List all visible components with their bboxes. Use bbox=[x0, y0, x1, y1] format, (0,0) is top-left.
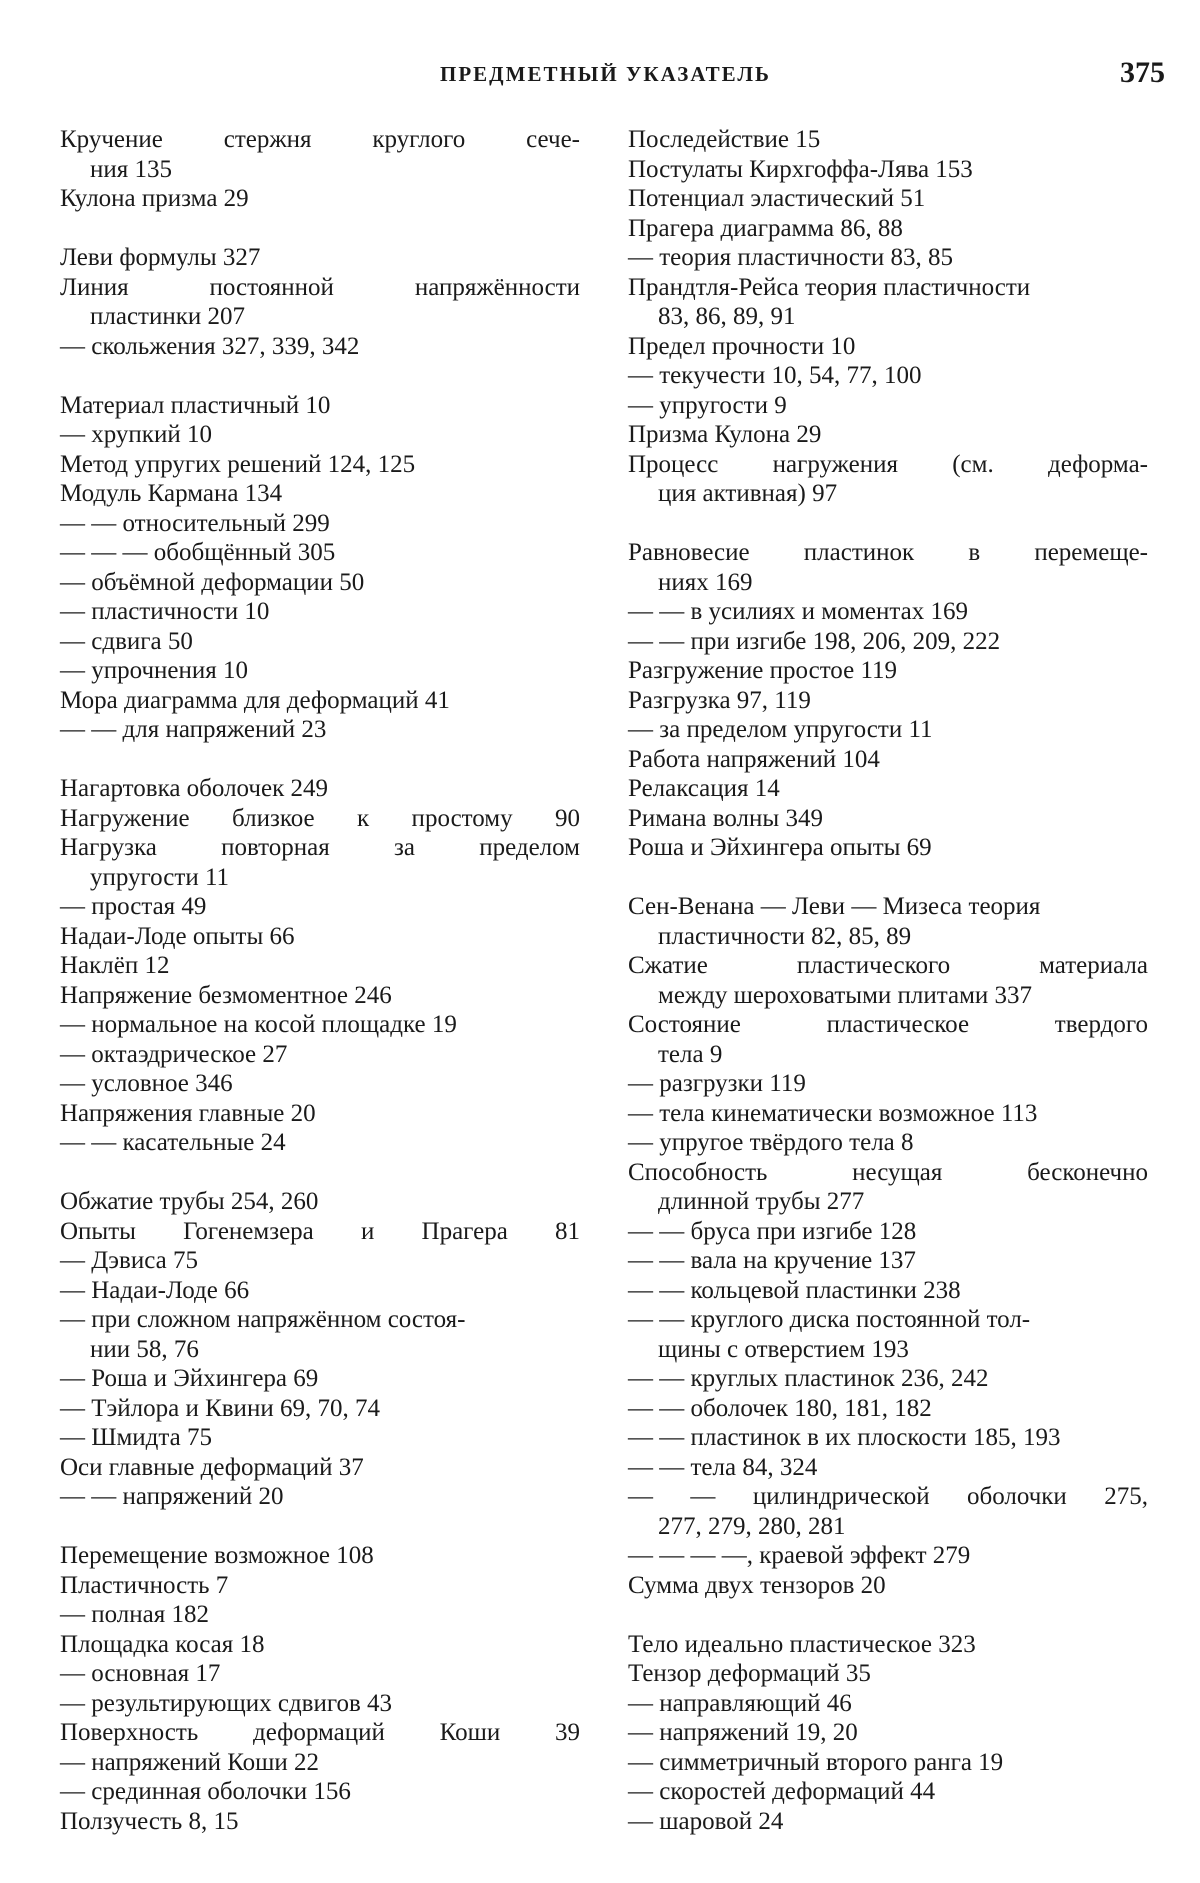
index-section bbox=[60, 774, 580, 1158]
index-section bbox=[60, 125, 580, 214]
index-entry: Пластичность 7 bbox=[60, 1571, 229, 1599]
index-section bbox=[628, 1630, 1148, 1837]
index-entry-continuation: ния 135 bbox=[90, 155, 173, 183]
index-entry: — условное 346 bbox=[60, 1070, 233, 1097]
index-entry: — основная 17 bbox=[60, 1660, 221, 1687]
index-entry: — — пластинок в их плоскости 185, 193 bbox=[628, 1424, 1061, 1451]
index-entry: — — для напряжений 23 bbox=[60, 716, 327, 743]
index-entry: Модуль Кармана 134 bbox=[60, 480, 283, 507]
index-entry: — — бруса при изгибе 128 bbox=[628, 1217, 917, 1245]
index-entry: — — тела 84, 324 bbox=[628, 1453, 818, 1481]
index-entry: — объёмной деформации 50 bbox=[60, 568, 365, 596]
index-entry: — — — обобщённый 305 bbox=[60, 539, 336, 566]
index-section bbox=[60, 243, 580, 361]
index-entry: — Тэйлора и Квини 69, 70, 74 bbox=[60, 1394, 380, 1422]
index-section bbox=[628, 892, 1148, 1600]
index-entry: Ползучесть 8, 15 bbox=[60, 1807, 239, 1835]
index-entry: Опыты Гогенемзера и Прагера 81 bbox=[60, 1217, 580, 1245]
index-entry: Разгружение простое 119 bbox=[628, 657, 898, 684]
page-header bbox=[0, 56, 1200, 96]
index-entry: — результирующих сдвигов 43 bbox=[60, 1689, 393, 1717]
index-entry: Обжатие трубы 254, 260 bbox=[60, 1188, 319, 1215]
index-entry: — — круглого диска постоянной тол- bbox=[628, 1306, 1031, 1333]
index-entry: Нагрузка повторная за пределом bbox=[60, 834, 580, 861]
index-entry: Предел прочности 10 bbox=[628, 332, 856, 360]
index-entry: — — оболочек 180, 181, 182 bbox=[628, 1394, 932, 1422]
index-entry: Площадка косая 18 bbox=[60, 1630, 265, 1658]
index-entry: Римана волны 349 bbox=[628, 804, 823, 832]
index-entry: — упрочнения 10 bbox=[60, 657, 249, 684]
index-entry: — направляющий 46 bbox=[628, 1689, 852, 1717]
index-entry: — за пределом упругости 11 bbox=[628, 716, 933, 743]
index-entry: Потенциал эластический 51 bbox=[628, 185, 926, 212]
index-entry: — сдвига 50 bbox=[60, 627, 193, 655]
index-section bbox=[60, 1187, 580, 1512]
index-entry: Мора диаграмма для деформаций 41 bbox=[60, 686, 450, 714]
index-section bbox=[60, 391, 580, 745]
index-entry: Работа напряжений 104 bbox=[628, 745, 880, 773]
index-entry: — текучести 10, 54, 77, 100 bbox=[628, 362, 922, 389]
page-number: 375 bbox=[1120, 56, 1165, 89]
index-section bbox=[628, 125, 1148, 509]
index-entry: Кулона призма 29 bbox=[60, 185, 249, 212]
index-entry: — разгрузки 119 bbox=[628, 1070, 806, 1097]
index-entry-continuation: упругости 11 bbox=[90, 863, 230, 891]
index-entry: — — касательные 24 bbox=[60, 1129, 286, 1156]
index-entry-continuation: тела 9 bbox=[658, 1040, 723, 1068]
index-entry: — срединная оболочки 156 bbox=[60, 1778, 351, 1805]
index-entry: — простая 49 bbox=[60, 893, 207, 920]
index-entry-continuation: длинной трубы 277 bbox=[658, 1188, 865, 1215]
index-entry: Напряжения главные 20 bbox=[60, 1099, 316, 1127]
index-entry: — Шмидта 75 bbox=[60, 1424, 212, 1451]
index-entry: — шаровой 24 bbox=[628, 1807, 784, 1835]
index-entry: — — кольцевой пластинки 238 bbox=[628, 1276, 961, 1304]
index-entry: — — в усилиях и моментах 169 bbox=[628, 598, 968, 625]
index-entry: Сен-Венана — Леви — Мизеса теория bbox=[628, 893, 1041, 920]
index-entry-continuation: щины с отверстием 193 bbox=[658, 1335, 909, 1363]
index-entry: Метод упругих решений 124, 125 bbox=[60, 450, 416, 478]
index-entry: Нагартовка оболочек 249 bbox=[60, 775, 328, 802]
index-entry: — упругое твёрдого тела 8 bbox=[628, 1129, 914, 1156]
index-entry: — — цилиндрической оболочки 275, bbox=[628, 1483, 1148, 1510]
index-entry-continuation: ниях 169 bbox=[658, 568, 753, 596]
index-entry: — октаэдрическое 27 bbox=[60, 1040, 288, 1068]
index-entry: — — круглых пластинок 236, 242 bbox=[628, 1365, 989, 1392]
index-entry: Призма Кулона 29 bbox=[628, 421, 822, 448]
index-entry: — нормальное на косой площадке 19 bbox=[60, 1011, 457, 1038]
index-entry: — теория пластичности 83, 85 bbox=[628, 244, 953, 271]
index-entry: Оси главные деформаций 37 bbox=[60, 1453, 364, 1481]
index-entry: Равновесие пластинок в перемеще- bbox=[628, 539, 1148, 566]
index-entry: Сумма двух тензоров 20 bbox=[628, 1571, 886, 1599]
index-entry: Материал пластичный 10 bbox=[60, 391, 331, 419]
index-entry: — при сложном напряжённом состоя- bbox=[60, 1306, 466, 1333]
index-entry: Леви формулы 327 bbox=[60, 244, 261, 271]
index-entry: — симметричный второго ранга 19 bbox=[628, 1748, 1004, 1776]
index-entry: Кручение стержня круглого сече- bbox=[60, 126, 580, 153]
index-entry: Процесс нагружения (см. деформа- bbox=[628, 450, 1148, 478]
index-entry: — скольжения 327, 339, 342 bbox=[60, 332, 360, 360]
index-entry: — напряжений 19, 20 bbox=[628, 1719, 858, 1746]
index-entry: Надаи-Лоде опыты 66 bbox=[60, 922, 295, 950]
index-entry: Способность несущая бесконечно bbox=[628, 1158, 1148, 1186]
index-entry: — хрупкий 10 bbox=[60, 421, 212, 448]
index-entry: Постулаты Кирхгоффа-Лява 153 bbox=[628, 155, 973, 183]
index-entry: — напряжений Коши 22 bbox=[60, 1748, 320, 1776]
index-entry: — полная 182 bbox=[60, 1601, 209, 1628]
index-entry: — упругости 9 bbox=[628, 391, 787, 419]
index-entry: Прагера диаграмма 86, 88 bbox=[628, 214, 903, 242]
index-section bbox=[60, 1541, 580, 1836]
index-entry-continuation: 277, 279, 280, 281 bbox=[658, 1512, 846, 1540]
index-entry: — — напряжений 20 bbox=[60, 1483, 284, 1510]
index-entry: — Роша и Эйхингера 69 bbox=[60, 1365, 319, 1392]
index-entry-continuation: пластичности 82, 85, 89 bbox=[658, 922, 912, 950]
index-entry-continuation: пластинки 207 bbox=[90, 303, 246, 330]
index-entry-continuation: между шероховатыми плитами 337 bbox=[658, 981, 1033, 1009]
index-entry: — Надаи-Лоде 66 bbox=[60, 1276, 250, 1304]
index-entry: Наклёп 12 bbox=[60, 952, 170, 979]
index-entry: Нагружение близкое к простому 90 bbox=[60, 804, 580, 832]
index-entry: Тензор деформаций 35 bbox=[628, 1660, 871, 1687]
index-entry: Прандтля-Рейса теория пластичности bbox=[628, 273, 1031, 301]
index-entry: Состояние пластическое твердого bbox=[628, 1011, 1148, 1038]
index-entry: Линия постоянной напряжённости bbox=[60, 273, 580, 301]
index-entry: — — вала на кручение 137 bbox=[628, 1247, 916, 1274]
index-section bbox=[628, 538, 1148, 863]
index-entry: — — относительный 299 bbox=[60, 509, 330, 537]
index-entry: Сжатие пластического материала bbox=[628, 952, 1148, 979]
index-entry-continuation: ция активная) 97 bbox=[658, 480, 838, 507]
index-column-left bbox=[60, 125, 580, 1866]
index-entry-continuation: 83, 86, 89, 91 bbox=[658, 303, 796, 330]
index-entry: Роша и Эйхингера опыты 69 bbox=[628, 834, 932, 861]
index-column-right bbox=[628, 125, 1148, 1866]
index-entry-continuation: нии 58, 76 bbox=[90, 1335, 199, 1363]
index-entry: Напряжение безмоментное 246 bbox=[60, 981, 392, 1009]
index-entry: Тело идеально пластическое 323 bbox=[628, 1630, 976, 1658]
index-entry: Перемещение возможное 108 bbox=[60, 1542, 374, 1569]
index-entry: Релаксация 14 bbox=[628, 775, 780, 802]
index-entry: — — при изгибе 198, 206, 209, 222 bbox=[628, 627, 1001, 655]
index-entry: — тела кинематически возможное 113 bbox=[628, 1099, 1038, 1127]
index-entry: — Дэвиса 75 bbox=[60, 1247, 198, 1274]
index-entry: — — — —, краевой эффект 279 bbox=[628, 1542, 971, 1569]
index-entry: Разгрузка 97, 119 bbox=[628, 686, 811, 714]
index-entry: Последействие 15 bbox=[628, 126, 821, 153]
running-title: ПРЕДМЕТНЫЙ УКАЗАТЕЛЬ bbox=[440, 62, 771, 86]
index-entry: Поверхность деформаций Коши 39 bbox=[60, 1719, 580, 1746]
index-entry: — пластичности 10 bbox=[60, 598, 270, 625]
index-entry: — скоростей деформаций 44 bbox=[628, 1778, 936, 1805]
